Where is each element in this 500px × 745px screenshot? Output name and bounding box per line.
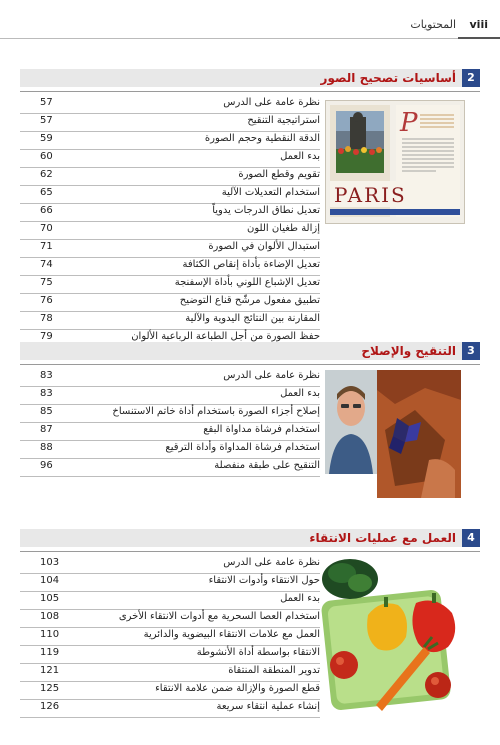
- toc-entry-page: 104: [40, 575, 60, 586]
- toc-entry-title: بدء العمل: [280, 388, 320, 399]
- toc-entry[interactable]: [20, 459, 320, 477]
- toc-entry-title: نظرة عامة على الدرس: [223, 97, 320, 108]
- toc-entry-title: استخدام التعديلات الآلية: [221, 187, 320, 198]
- toc-entry-page: 121: [40, 665, 60, 676]
- chapter-3-image: [325, 370, 461, 498]
- running-head: المحتويات: [410, 18, 456, 31]
- toc-entry[interactable]: [20, 150, 320, 168]
- toc-entry-page: 78: [40, 313, 53, 324]
- chapter-number: 4: [462, 529, 480, 547]
- toc-entry-page: 96: [40, 460, 53, 471]
- toc-entry[interactable]: [20, 423, 320, 441]
- toc-entry-page: 76: [40, 295, 53, 306]
- toc-entry[interactable]: [20, 240, 320, 258]
- chapter-divider: [20, 364, 480, 365]
- chapter-number: 2: [462, 69, 480, 87]
- toc-entry-title: استراتيجية التنقيح: [247, 115, 320, 126]
- chapter-title: التنقيح والإصلاح: [361, 344, 456, 358]
- toc-entry[interactable]: [20, 628, 320, 646]
- chapter-number: 3: [462, 342, 480, 360]
- toc-entry[interactable]: [20, 556, 320, 574]
- toc-entry-rule: [20, 717, 320, 718]
- toc-entry-page: 79: [40, 331, 53, 342]
- toc-entry-title: حول الانتقاء وأدوات الانتقاء: [208, 575, 320, 586]
- toc-entry-page: 125: [40, 683, 60, 694]
- toc-entry-title: إنشاء عملية انتقاء سريعة: [216, 701, 320, 712]
- retouch-illustration: [325, 370, 461, 498]
- toc-entry[interactable]: [20, 222, 320, 240]
- toc-entry[interactable]: [20, 441, 320, 459]
- toc-entry-page: 74: [40, 259, 53, 270]
- toc-entry-page: 83: [40, 370, 53, 381]
- toc-entry-title: تدوير المنطقة المنتقاة: [228, 665, 320, 676]
- chapter-heading-2: [20, 69, 480, 87]
- toc-entry[interactable]: [20, 276, 320, 294]
- chapter-heading-4: [20, 529, 480, 547]
- toc-entry-page: 75: [40, 277, 53, 288]
- toc-entry[interactable]: [20, 387, 320, 405]
- toc-entry-title: إزالة طغيان اللون: [247, 223, 320, 234]
- toc-entry[interactable]: [20, 186, 320, 204]
- toc-entry-page: 71: [40, 241, 53, 252]
- toc-entry-title: تطبيق مفعول مرشّح قناع التوضيح: [179, 295, 320, 306]
- paris-book-illustration: [326, 101, 464, 223]
- toc-entry-title: استخدام فرشاة المداواة وأداة الترقيع: [165, 442, 320, 453]
- page-header: [0, 0, 500, 40]
- header-rule-accent: [458, 37, 500, 39]
- toc-entry[interactable]: [20, 132, 320, 150]
- toc-entry-page: 66: [40, 205, 53, 216]
- toc-entry-page: 103: [40, 557, 60, 568]
- paris-logo-text: PARIS: [334, 183, 407, 207]
- toc-entry-page: 62: [40, 169, 53, 180]
- toc-entry[interactable]: [20, 204, 320, 222]
- toc-entry-title: التنقيح على طبقة منفصلة: [214, 460, 320, 471]
- toc-entry[interactable]: [20, 574, 320, 592]
- toc-entry-page: 57: [40, 115, 53, 126]
- toc-entry-title: إصلاح أجزاء الصورة باستخدام أداة خاتم الاستنساخ: [112, 406, 320, 417]
- chapter-title: أساسيات تصحيح الصور: [320, 71, 456, 85]
- toc-entry-title: استخدام فرشاة مداواة البقع: [203, 424, 320, 435]
- toc-entry[interactable]: [20, 700, 320, 718]
- toc-entry-page: 126: [40, 701, 60, 712]
- header-rule: [0, 38, 500, 39]
- toc-entry-page: 110: [40, 629, 60, 640]
- toc-entry-page: 65: [40, 187, 53, 198]
- toc-entry-page: 59: [40, 133, 53, 144]
- toc-entry[interactable]: [20, 646, 320, 664]
- toc-entry-title: نظرة عامة على الدرس: [223, 370, 320, 381]
- toc-entry-page: 83: [40, 388, 53, 399]
- toc-entry[interactable]: [20, 96, 320, 114]
- toc-entry-page: 60: [40, 151, 53, 162]
- toc-entry-title: بدء العمل: [280, 593, 320, 604]
- toc-entry-title: الدقة النقطية وحجم الصورة: [204, 133, 320, 144]
- toc-entry[interactable]: [20, 592, 320, 610]
- toc-entry-title: العمل مع علامات الانتقاء البيضوية والدائرية: [143, 629, 320, 640]
- toc-entry-page: 108: [40, 611, 60, 622]
- toc-entry[interactable]: [20, 369, 320, 387]
- toc-entry-title: قطع الصورة والإزالة ضمن علامة الانتقاء: [155, 683, 320, 694]
- toc-entry[interactable]: [20, 682, 320, 700]
- toc-entry-title: المقارنة بين النتائج اليدوية والآلية: [185, 313, 320, 324]
- chapter-4-image: [320, 555, 468, 725]
- page-number: viii: [469, 18, 488, 31]
- chapter-divider: [20, 91, 480, 92]
- svg-text:P: P: [400, 108, 418, 138]
- toc-entry-page: 88: [40, 442, 53, 453]
- toc-entry-page: 85: [40, 406, 53, 417]
- toc-entry-page: 105: [40, 593, 60, 604]
- toc-entry-title: الانتقاء بواسطة أداة الأنشوطة: [196, 647, 320, 658]
- toc-entry-title: تعديل الإشباع اللوني بأداة الإسفنجة: [174, 277, 320, 288]
- toc-entry[interactable]: [20, 168, 320, 186]
- toc-entry[interactable]: [20, 610, 320, 628]
- toc-entry-title: حفظ الصورة من أجل الطباعة الرباعية الألوان: [131, 331, 320, 342]
- toc-entry-title: استخدام العصا السحرية مع أدوات الانتقاء الأخرى: [118, 611, 320, 622]
- toc-entry[interactable]: [20, 294, 320, 312]
- toc-entry-title: تعديل الإضاءة بأداة إنقاص الكثافة: [182, 259, 320, 270]
- toc-entry-page: 70: [40, 223, 53, 234]
- toc-entry[interactable]: [20, 312, 320, 330]
- chapter-divider: [20, 551, 480, 552]
- toc-entry-title: بدء العمل: [280, 151, 320, 162]
- vegetables-illustration: [320, 555, 468, 725]
- toc-entry-page: 119: [40, 647, 60, 658]
- toc-entry-rule: [20, 476, 320, 477]
- toc-entry-title: تعديل نطاق الدرجات يدوياً: [212, 205, 320, 216]
- toc-entry-title: نظرة عامة على الدرس: [223, 557, 320, 568]
- toc-entry[interactable]: [20, 114, 320, 132]
- chapter-2-image: [325, 100, 465, 224]
- toc-entry-title: استبدال الألوان في الصورة: [208, 241, 320, 252]
- toc-entry[interactable]: [20, 405, 320, 423]
- toc-entry[interactable]: [20, 664, 320, 682]
- toc-entry[interactable]: [20, 258, 320, 276]
- toc-entry-title: تقويم وقطع الصورة: [238, 169, 320, 180]
- toc-entry-page: 87: [40, 424, 53, 435]
- toc-entry-page: 57: [40, 97, 53, 108]
- chapter-title: العمل مع عمليات الانتقاء: [309, 531, 456, 545]
- chapter-heading-3: [20, 342, 480, 360]
